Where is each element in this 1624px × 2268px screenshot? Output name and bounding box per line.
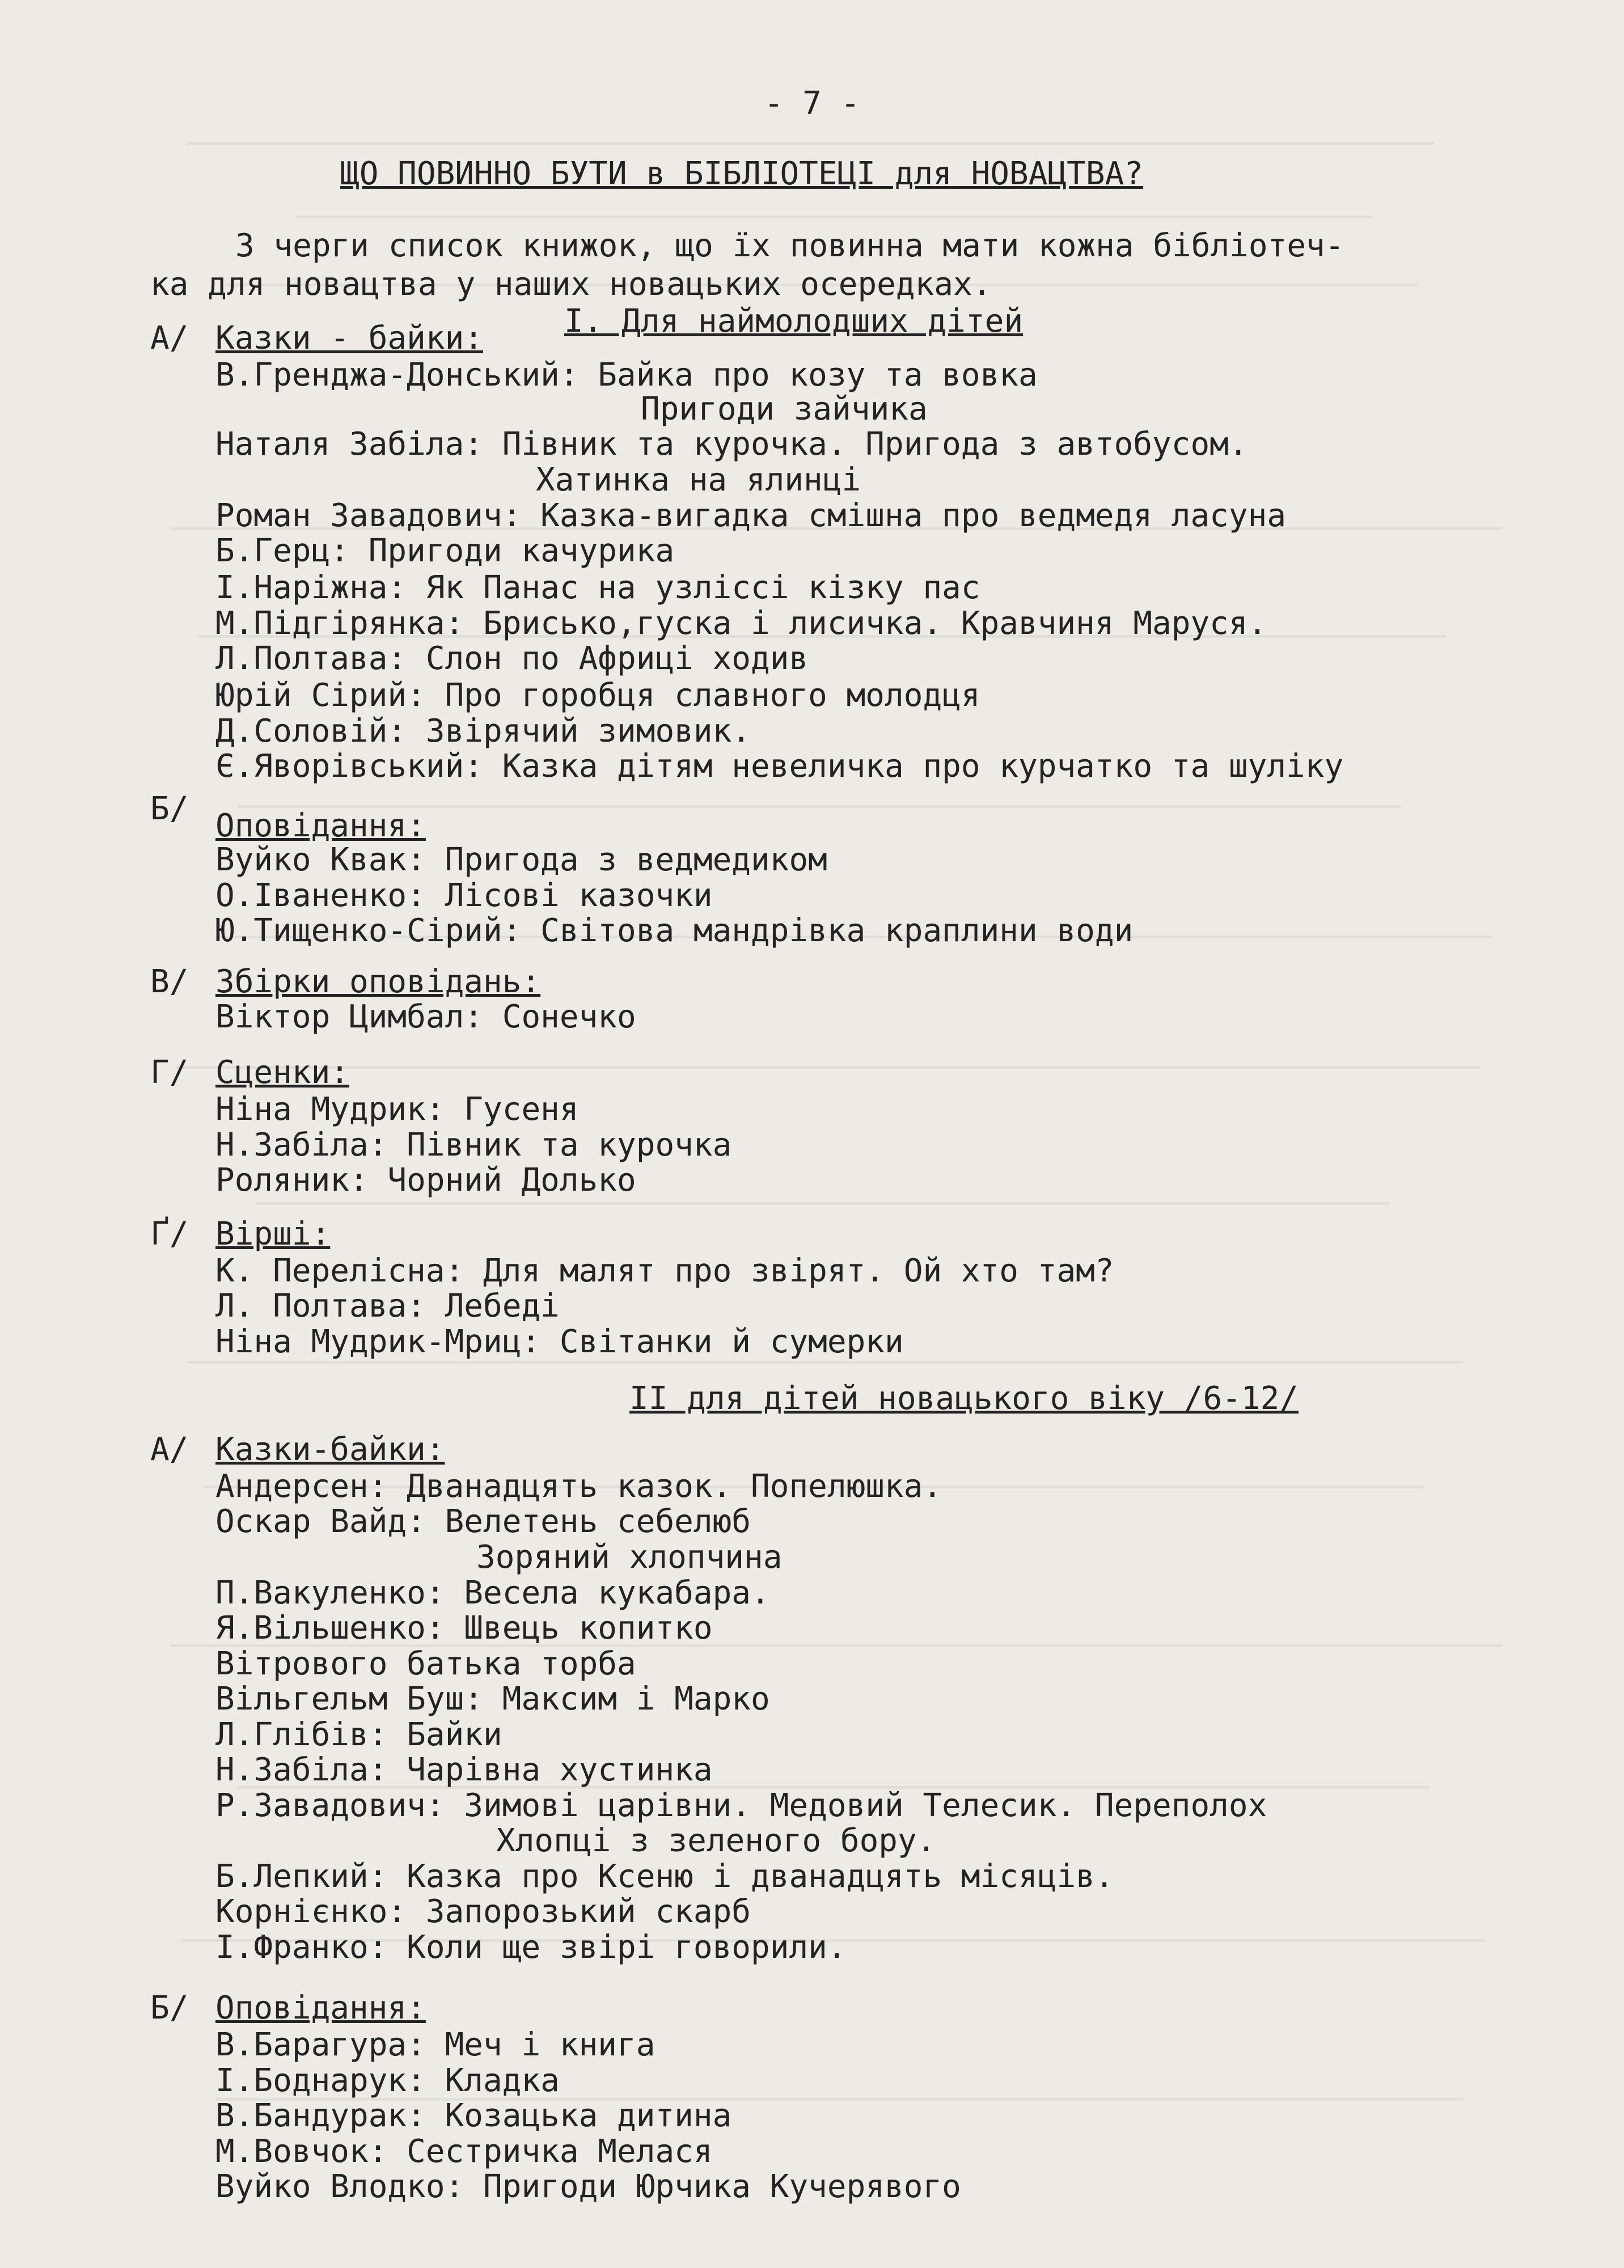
page-number: - 7 -	[764, 85, 860, 122]
section-label: Сценки:	[215, 1054, 350, 1091]
section-marker: Б/	[150, 1990, 189, 2026]
list-item: Д.Соловій: Звірячий зимовик.	[215, 713, 751, 750]
list-item: К. Перелісна: Для малят про звірят. Ой хто там?	[215, 1253, 1114, 1289]
section-label: Оповідання:	[215, 1990, 426, 2026]
list-item: Р.Завадович: Зимові царівни. Медовий Телесик. Переполох	[215, 1787, 1267, 1824]
list-item: Ніна Мудрик: Гусеня	[215, 1091, 579, 1128]
list-item: Оскар Вайд: Велетень себелюб	[215, 1503, 751, 1540]
list-item: Ю.Тищенко-Сірий: Світова мандрівка краплини води	[215, 912, 1134, 949]
list-item: І.Франко: Коли ще звірі говорили.	[215, 1929, 847, 1966]
list-item: Б.Герц: Пригоди качурика	[215, 532, 675, 569]
list-item: Віктор Цимбал: Сонечко	[215, 998, 636, 1035]
intro-line: З черги список книжок, що їх повинна мати кожна бібліотеч-	[235, 227, 1344, 264]
section-label: Збірки оповідань:	[215, 963, 541, 1000]
section-label: Вірші:	[215, 1216, 331, 1253]
list-item: Вуйко Влодко: Пригоди Юрчика Кучерявого	[215, 2168, 961, 2205]
section-marker: Г/	[150, 1054, 189, 1091]
list-item: Корнієнко: Запорозький скарб	[215, 1893, 751, 1930]
section-label: Казки-байки:	[215, 1431, 445, 1468]
part1-heading: I. Для наймолодших дітей	[564, 303, 1024, 340]
part2-heading: II для дітей новацького віку /6-12/	[629, 1380, 1299, 1417]
list-item: Хатинка на ялинці	[536, 462, 861, 498]
list-item: Н.Забіла: Чарівна хустинка	[215, 1751, 713, 1788]
section-marker: А/	[150, 320, 189, 357]
list-item: В.Бандурак: Козацька дитина	[215, 2097, 732, 2134]
page-title: ЩО ПОВИННО БУТИ в БІБЛІОТЕЦІ для НОВАЦТВА?	[340, 155, 1144, 192]
list-item: Вітрового батька торба	[215, 1645, 636, 1682]
list-item: Хлопці з зеленого бору.	[496, 1822, 936, 1859]
section-marker: Ґ/	[150, 1216, 189, 1253]
list-item: О.Іваненко: Лісові казочки	[215, 877, 713, 914]
section-marker: Б/	[150, 790, 189, 827]
list-item: Наталя Забіла: Півник та курочка. Пригода з автобусом.	[215, 426, 1248, 463]
list-item: П.Вакуленко: Весела кукабара.	[215, 1575, 770, 1611]
list-item: Л. Полтава: Лебеді	[215, 1288, 560, 1325]
list-item: Є.Яворівський: Казка дітям невеличка про курчатко та шуліку	[215, 748, 1344, 785]
list-item: М.Підгірянка: Брисько,гуска і лисичка. Кравчиня Маруся.	[215, 605, 1267, 642]
list-item: Юрій Сірий: Про горобця славного молодця	[215, 677, 980, 714]
list-item: Роман Завадович: Казка-вигадка смішна про ведмедя ласуна	[215, 497, 1287, 534]
list-item: Роляник: Чорний Долько	[215, 1162, 636, 1199]
list-item: Б.Лепкий: Казка про Ксеню і дванадцять місяців.	[215, 1858, 1114, 1895]
list-item: Пригоди зайчика	[641, 391, 928, 428]
list-item: М.Вовчок: Сестричка Мелася	[215, 2133, 713, 2170]
list-item: Л.Глібів: Байки	[215, 1716, 502, 1753]
intro-line: ка для новацтва у наших новацьких осередках.	[150, 266, 992, 303]
list-item: Зоряний хлопчина	[476, 1539, 783, 1576]
list-item: Я.Вільшенко: Швець копитко	[215, 1610, 713, 1647]
list-item: Ніна Мудрик-Мриц: Світанки й сумерки	[215, 1323, 904, 1360]
list-item: І.Наріжна: Як Панас на узліссі кізку пас	[215, 569, 980, 606]
list-item: Н.Забіла: Півник та курочка	[215, 1127, 732, 1163]
section-marker: А/	[150, 1431, 189, 1468]
section-marker: В/	[150, 963, 189, 1000]
section-label: Казки - байки:	[215, 320, 484, 357]
section-label: Оповідання:	[215, 807, 426, 844]
list-item: І.Боднарук: Кладка	[215, 2062, 560, 2099]
list-item: Вільгельм Буш: Максим і Марко	[215, 1681, 770, 1717]
list-item: Л.Полтава: Слон по Африці ходив	[215, 640, 809, 677]
list-item: Вуйко Квак: Пригода з ведмедиком	[215, 841, 827, 878]
list-item: Андерсен: Дванадцять казок. Попелюшка.	[215, 1468, 942, 1505]
list-item: В.Барагура: Меч і книга	[215, 2026, 655, 2063]
list-item: В.Гренджа-Донський: Байка про козу та вовка	[215, 357, 1038, 393]
